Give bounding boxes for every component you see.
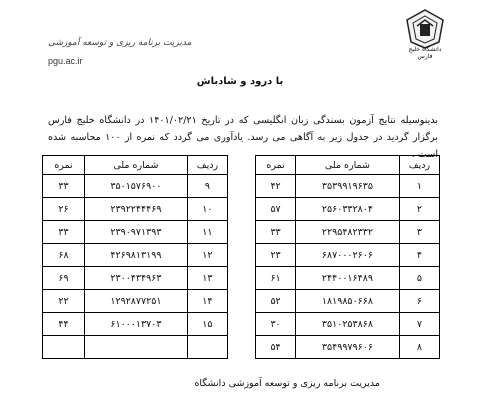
- cell-row-number: [187, 336, 227, 359]
- cell-score: ۶۹: [43, 267, 85, 290]
- cell-row-number: ۱۵: [187, 313, 227, 336]
- cell-score: ۲۶: [43, 198, 85, 221]
- logo-caption: دانشگاه خلیج فارس: [408, 46, 442, 60]
- header-url: pgu.ac.ir: [48, 56, 83, 66]
- cell-score: ۲۳: [256, 244, 296, 267]
- table-row: [43, 244, 228, 267]
- table-row: [256, 175, 440, 198]
- table-row: [256, 336, 440, 359]
- table-row: [43, 290, 228, 313]
- cell-national-id: ۲۳۹۲۲۴۴۴۶۹: [85, 198, 188, 221]
- cell-score: ۳۳: [256, 221, 296, 244]
- cell-score: ۲۲: [43, 290, 85, 313]
- announcement-paragraph: بدینوسیله نتایج آزمون بسندگی زبان انگلیسی که در تاریخ ۱۴۰۱/۰۲/۲۱ در دانشگاه خلیج فارس برگزار گردید در جدول زیر به آگاهی می رسد. یادآوری می گردد که نمره از ۱۰۰ محاسبه شده است .: [48, 115, 438, 160]
- cell-score: ۳۳: [43, 221, 85, 244]
- cell-row-number: ۹: [187, 175, 227, 198]
- cell-score: ۴۴: [43, 313, 85, 336]
- cell-national-id: ۲۴۴۰۰۱۶۴۸۹: [296, 267, 400, 290]
- table-row: [256, 198, 440, 221]
- cell-row-number: ۱۴: [187, 290, 227, 313]
- cell-row-number: ۱۱: [187, 221, 227, 244]
- cell-score: ۳۳: [43, 175, 85, 198]
- col-header-row: ردیف: [399, 156, 439, 175]
- cell-row-number: ۵: [399, 267, 439, 290]
- table-row: [43, 267, 228, 290]
- col-header-score: نمره: [256, 156, 296, 175]
- cell-national-id: ۲۵۶۰۳۳۲۸۰۴: [296, 198, 400, 221]
- col-header-row: ردیف: [187, 156, 227, 175]
- results-table-left: [42, 155, 228, 359]
- cell-row-number: ۱۲: [187, 244, 227, 267]
- cell-row-number: ۸: [399, 336, 439, 359]
- table-header-row: [256, 156, 440, 175]
- cell-row-number: ۱۳: [187, 267, 227, 290]
- cell-national-id: ۲۳۹۰۹۷۱۳۹۳: [85, 221, 188, 244]
- cell-score: ۳۰: [256, 313, 296, 336]
- cell-national-id: ۱۸۱۹۸۵۰۶۶۸: [296, 290, 400, 313]
- cell-score: ۶۸: [43, 244, 85, 267]
- cell-national-id: ۲۳۰۰۴۳۴۹۶۳: [85, 267, 188, 290]
- cell-national-id: ۳۵۳۹۹۱۹۶۳۵: [296, 175, 400, 198]
- table-row: [43, 198, 228, 221]
- table-row: [256, 313, 440, 336]
- cell-row-number: ۴: [399, 244, 439, 267]
- cell-row-number: ۶: [399, 290, 439, 313]
- cell-national-id: ۴۲۶۹۸۱۳۱۹۹: [85, 244, 188, 267]
- cell-score: ۵۷: [256, 198, 296, 221]
- cell-national-id: [85, 336, 188, 359]
- cell-national-id: ۱۲۹۲۸۷۷۲۵۱: [85, 290, 188, 313]
- table-row: [256, 244, 440, 267]
- cell-score: ۵۴: [256, 336, 296, 359]
- table-row: [43, 313, 228, 336]
- cell-row-number: ۱۰: [187, 198, 227, 221]
- greeting-heading: با درود و شادباش: [196, 76, 284, 87]
- col-header-score: نمره: [43, 156, 85, 175]
- col-header-national-id: شماره ملی: [296, 156, 400, 175]
- results-table-right: [255, 155, 440, 359]
- cell-row-number: ۳: [399, 221, 439, 244]
- footer-signature: مدیریت برنامه ریزی و توسعه آموزشی دانشگاه: [194, 378, 380, 389]
- table-row: [256, 290, 440, 313]
- cell-score: ۴۲: [256, 175, 296, 198]
- cell-national-id: ۳۵۰۱۵۷۶۹۰۰: [85, 175, 188, 198]
- table-header-row: [43, 156, 228, 175]
- cell-score: ۵۲: [256, 290, 296, 313]
- university-emblem-icon: [403, 8, 447, 60]
- table-row: [43, 175, 228, 198]
- cell-score: ۶۱: [256, 267, 296, 290]
- table-row: [256, 221, 440, 244]
- table-row: [43, 221, 228, 244]
- header-script-title: مدیریت برنامه ریزی و توسعه آموزشی: [48, 38, 192, 48]
- cell-national-id: ۳۵۱۰۲۵۳۸۶۸: [296, 313, 400, 336]
- cell-national-id: ۳۵۴۹۹۷۹۶۰۶: [296, 336, 400, 359]
- cell-row-number: ۲: [399, 198, 439, 221]
- cell-national-id: ۲۲۹۵۴۸۲۳۳۲: [296, 221, 400, 244]
- cell-national-id: ۶۸۷۰۰۰۲۶۰۶: [296, 244, 400, 267]
- table-row: [256, 267, 440, 290]
- col-header-national-id: شماره ملی: [85, 156, 188, 175]
- cell-row-number: ۷: [399, 313, 439, 336]
- cell-national-id: ۶۱۰۰۰۱۳۷۰۳: [85, 313, 188, 336]
- table-row: [43, 336, 228, 359]
- cell-score: [43, 336, 85, 359]
- cell-row-number: ۱: [399, 175, 439, 198]
